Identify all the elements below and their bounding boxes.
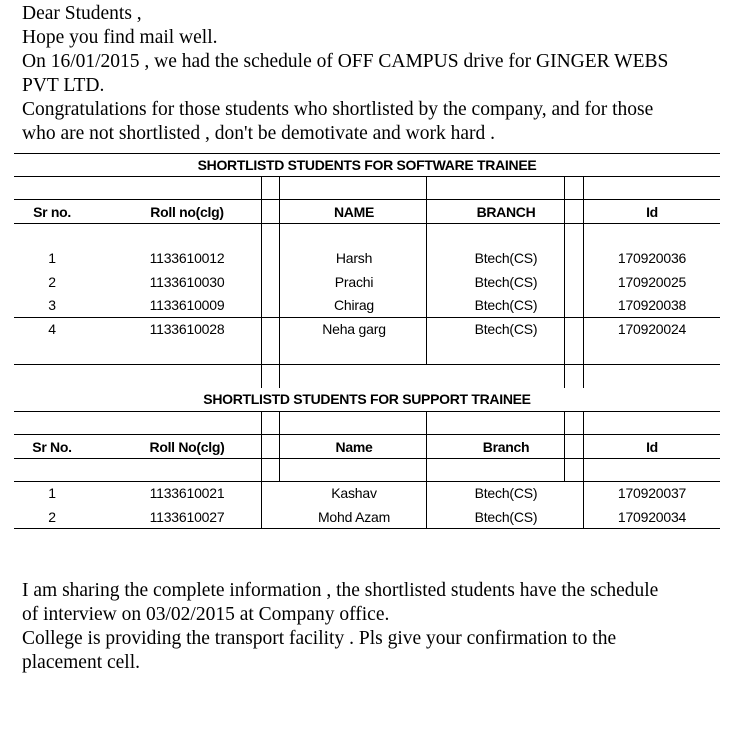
closing-line-4: placement cell.: [22, 652, 141, 673]
cell-roll-no: 1133610028: [149, 321, 225, 337]
cell-name: Mohd Azam: [317, 509, 391, 525]
column-rule: [261, 411, 262, 528]
cell-branch: Btech(CS): [474, 485, 538, 501]
cell-sr-no: 2: [48, 509, 56, 525]
intro-line-2: On 16/01/2015 , we had the schedule of OFF CAMPUS drive for GINGER WEBS: [22, 51, 669, 72]
table-rule: [14, 317, 720, 318]
table-rule: [14, 458, 720, 459]
table-rule: [14, 481, 720, 482]
column-header-roll-no: Roll No(clg): [149, 439, 225, 455]
cell-roll-no: 1133610009: [149, 297, 225, 313]
cell-roll-no: 1133610012: [149, 250, 225, 266]
column-header-sr-no: Sr no.: [33, 204, 71, 220]
column-header-branch: BRANCH: [476, 204, 536, 220]
cell-sr-no: 2: [48, 274, 56, 290]
column-rule: [564, 411, 565, 481]
cell-sr-no: 1: [48, 250, 56, 266]
column-header-name: NAME: [333, 204, 375, 220]
table-rule: [14, 528, 720, 529]
table-rule: [14, 223, 720, 224]
software-table-title: SHORTLISTD STUDENTS FOR SOFTWARE TRAINEE: [197, 157, 537, 173]
column-rule: [279, 176, 280, 388]
column-rule: [426, 411, 427, 528]
table-rule: [14, 364, 720, 365]
table-rule: [14, 411, 720, 412]
intro-line-4: Congratulations for those students who shortlisted by the company, and for those: [22, 99, 654, 120]
cell-roll-no: 1133610027: [149, 509, 225, 525]
cell-sr-no: 3: [48, 297, 56, 313]
cell-id: 170920037: [617, 485, 687, 501]
intro-line-5: who are not shortlisted , don't be demotivate and work hard .: [22, 123, 496, 144]
cell-roll-no: 1133610030: [149, 274, 225, 290]
cell-name: Harsh: [335, 250, 373, 266]
table-rule: [14, 434, 720, 435]
column-rule: [426, 176, 427, 364]
cell-branch: Btech(CS): [474, 321, 538, 337]
column-header-branch: Branch: [482, 439, 530, 455]
cell-branch: Btech(CS): [474, 274, 538, 290]
column-header-roll-no: Roll no(clg): [150, 204, 224, 220]
intro-line-3: PVT LTD.: [22, 75, 105, 96]
cell-id: 170920036: [617, 250, 687, 266]
cell-id: 170920025: [617, 274, 687, 290]
closing-line-3: College is providing the transport facility . Pls give your confirmation to the: [22, 628, 617, 649]
cell-name: Kashav: [331, 485, 377, 501]
cell-id: 170920024: [617, 321, 687, 337]
cell-branch: Btech(CS): [474, 250, 538, 266]
column-rule: [261, 176, 262, 388]
table-rule: [14, 153, 720, 154]
cell-sr-no: 4: [48, 321, 56, 337]
table-rule: [14, 199, 720, 200]
support-table-title: SHORTLISTD STUDENTS FOR SUPPORT TRAINEE: [203, 391, 531, 407]
column-header-name: Name: [335, 439, 373, 455]
cell-name: Neha garg: [322, 321, 386, 337]
table-rule: [14, 176, 720, 177]
closing-line-1: I am sharing the complete information , the shortlisted students have the schedule: [22, 580, 659, 601]
column-rule: [583, 411, 584, 528]
column-header-id: Id: [646, 204, 658, 220]
cell-id: 170920038: [617, 297, 687, 313]
column-rule: [583, 176, 584, 388]
cell-sr-no: 1: [48, 485, 56, 501]
column-header-id: Id: [646, 439, 658, 455]
cell-name: Chirag: [333, 297, 375, 313]
cell-id: 170920034: [617, 509, 687, 525]
cell-name: Prachi: [334, 274, 374, 290]
cell-branch: Btech(CS): [474, 297, 538, 313]
column-rule: [279, 411, 280, 481]
column-header-sr-no: Sr No.: [32, 439, 72, 455]
closing-line-2: of interview on 03/02/2015 at Company office.: [22, 604, 390, 625]
cell-branch: Btech(CS): [474, 509, 538, 525]
intro-line-1: Hope you find mail well.: [22, 27, 218, 48]
cell-roll-no: 1133610021: [149, 485, 225, 501]
greeting-line: Dear Students ,: [22, 3, 142, 24]
column-rule: [564, 176, 565, 388]
